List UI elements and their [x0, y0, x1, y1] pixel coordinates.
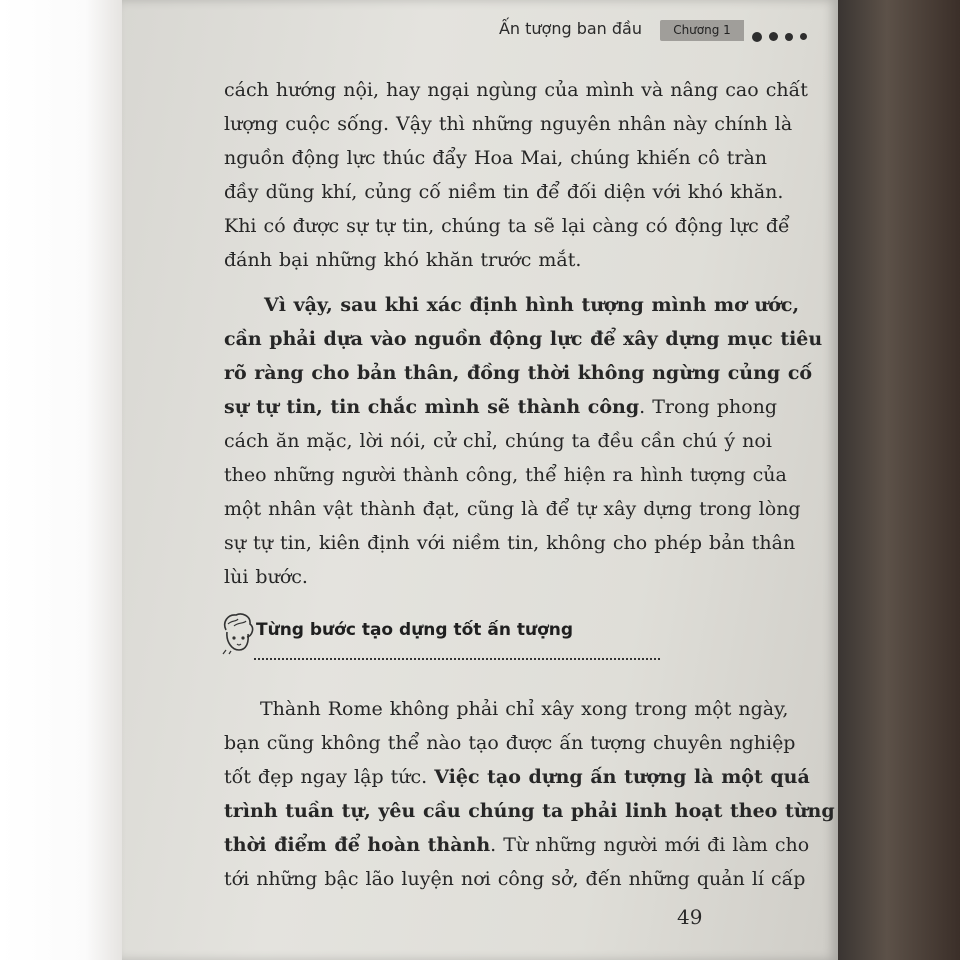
text-line: cách hướng nội, hay ngại ngùng của mình và nâng cao chất	[224, 79, 808, 101]
dot-icon	[800, 33, 807, 40]
text-line-bold: Vì vậy, sau khi xác định hình tượng mình mơ ước,	[264, 294, 800, 316]
text-line: nguồn động lực thúc đẩy Hoa Mai, chúng khiến cô tràn	[224, 147, 768, 169]
text-line: Thành Rome không phải chỉ xây xong trong một ngày,	[260, 698, 789, 720]
decorative-dots	[752, 26, 814, 45]
paragraph-3	[224, 692, 835, 896]
page-number: 49	[677, 905, 703, 929]
left-background	[0, 0, 122, 960]
text-line: một nhân vật thành đạt, cũng là để tự xây dựng trong lòng	[224, 498, 801, 520]
chapter-tab: Chương 1	[660, 20, 744, 41]
dot-icon	[785, 33, 793, 41]
paragraph-2	[224, 288, 823, 594]
text-line-bold: cần phải dựa vào nguồn động lực để xây dựng mục tiêu	[224, 328, 823, 350]
text-line: sự tự tin, kiên định với niềm tin, không cho phép bản thân	[224, 532, 796, 554]
text-line-mixed	[224, 390, 778, 424]
section-heading	[218, 610, 668, 670]
text-line: đánh bại những khó khăn trước mắt.	[224, 249, 582, 271]
text-line-mixed	[224, 760, 810, 794]
bold-span: thời điểm để hoàn thành	[224, 834, 491, 856]
text-line: Khi có được sự tự tin, chúng ta sẽ lại càng có động lực để	[224, 215, 790, 237]
dot-icon	[769, 32, 778, 41]
text-line: đầy dũng khí, củng cố niềm tin để đối diện với khó khăn.	[224, 181, 784, 203]
paragraph-1	[224, 73, 808, 277]
text-line-mixed	[224, 828, 810, 862]
text-line: lượng cuộc sống. Vậy thì những nguyên nhân này chính là	[224, 113, 793, 135]
dot-icon	[752, 32, 762, 42]
page-header	[498, 18, 832, 44]
text-line-bold: trình tuần tự, yêu cầu chúng ta phải linh hoạt theo từng	[224, 800, 835, 822]
right-background	[838, 0, 960, 960]
section-heading-text: Từng bước tạo dựng tốt ấn tượng	[256, 620, 574, 640]
running-title: Ấn tượng ban đầu	[498, 19, 642, 38]
bold-span: sự tự tin, tin chắc mình sẽ thành công	[224, 396, 640, 418]
bold-span: Việc tạo dựng ấn tượng là một quá	[434, 766, 810, 788]
text-line: theo những người thành công, thể hiện ra hình tượng của	[224, 464, 787, 486]
text-line: lùi bước.	[224, 566, 308, 588]
dotted-divider	[254, 658, 660, 660]
cartoon-face-icon	[218, 610, 256, 656]
plain-span: tốt đẹp ngay lập tức.	[224, 766, 435, 788]
plain-span: . Từ những người mới đi làm cho	[490, 834, 810, 856]
text-line: cách ăn mặc, lời nói, cử chỉ, chúng ta đều cần chú ý noi	[224, 430, 772, 452]
text-line-bold: rõ ràng cho bản thân, đồng thời không ngừng củng cố	[224, 362, 813, 384]
plain-span: . Trong phong	[639, 396, 778, 418]
text-line: bạn cũng không thể nào tạo được ấn tượng chuyên nghiệp	[224, 732, 796, 754]
text-line: tới những bậc lão luyện nơi công sở, đến những quản lí cấp	[224, 868, 806, 890]
